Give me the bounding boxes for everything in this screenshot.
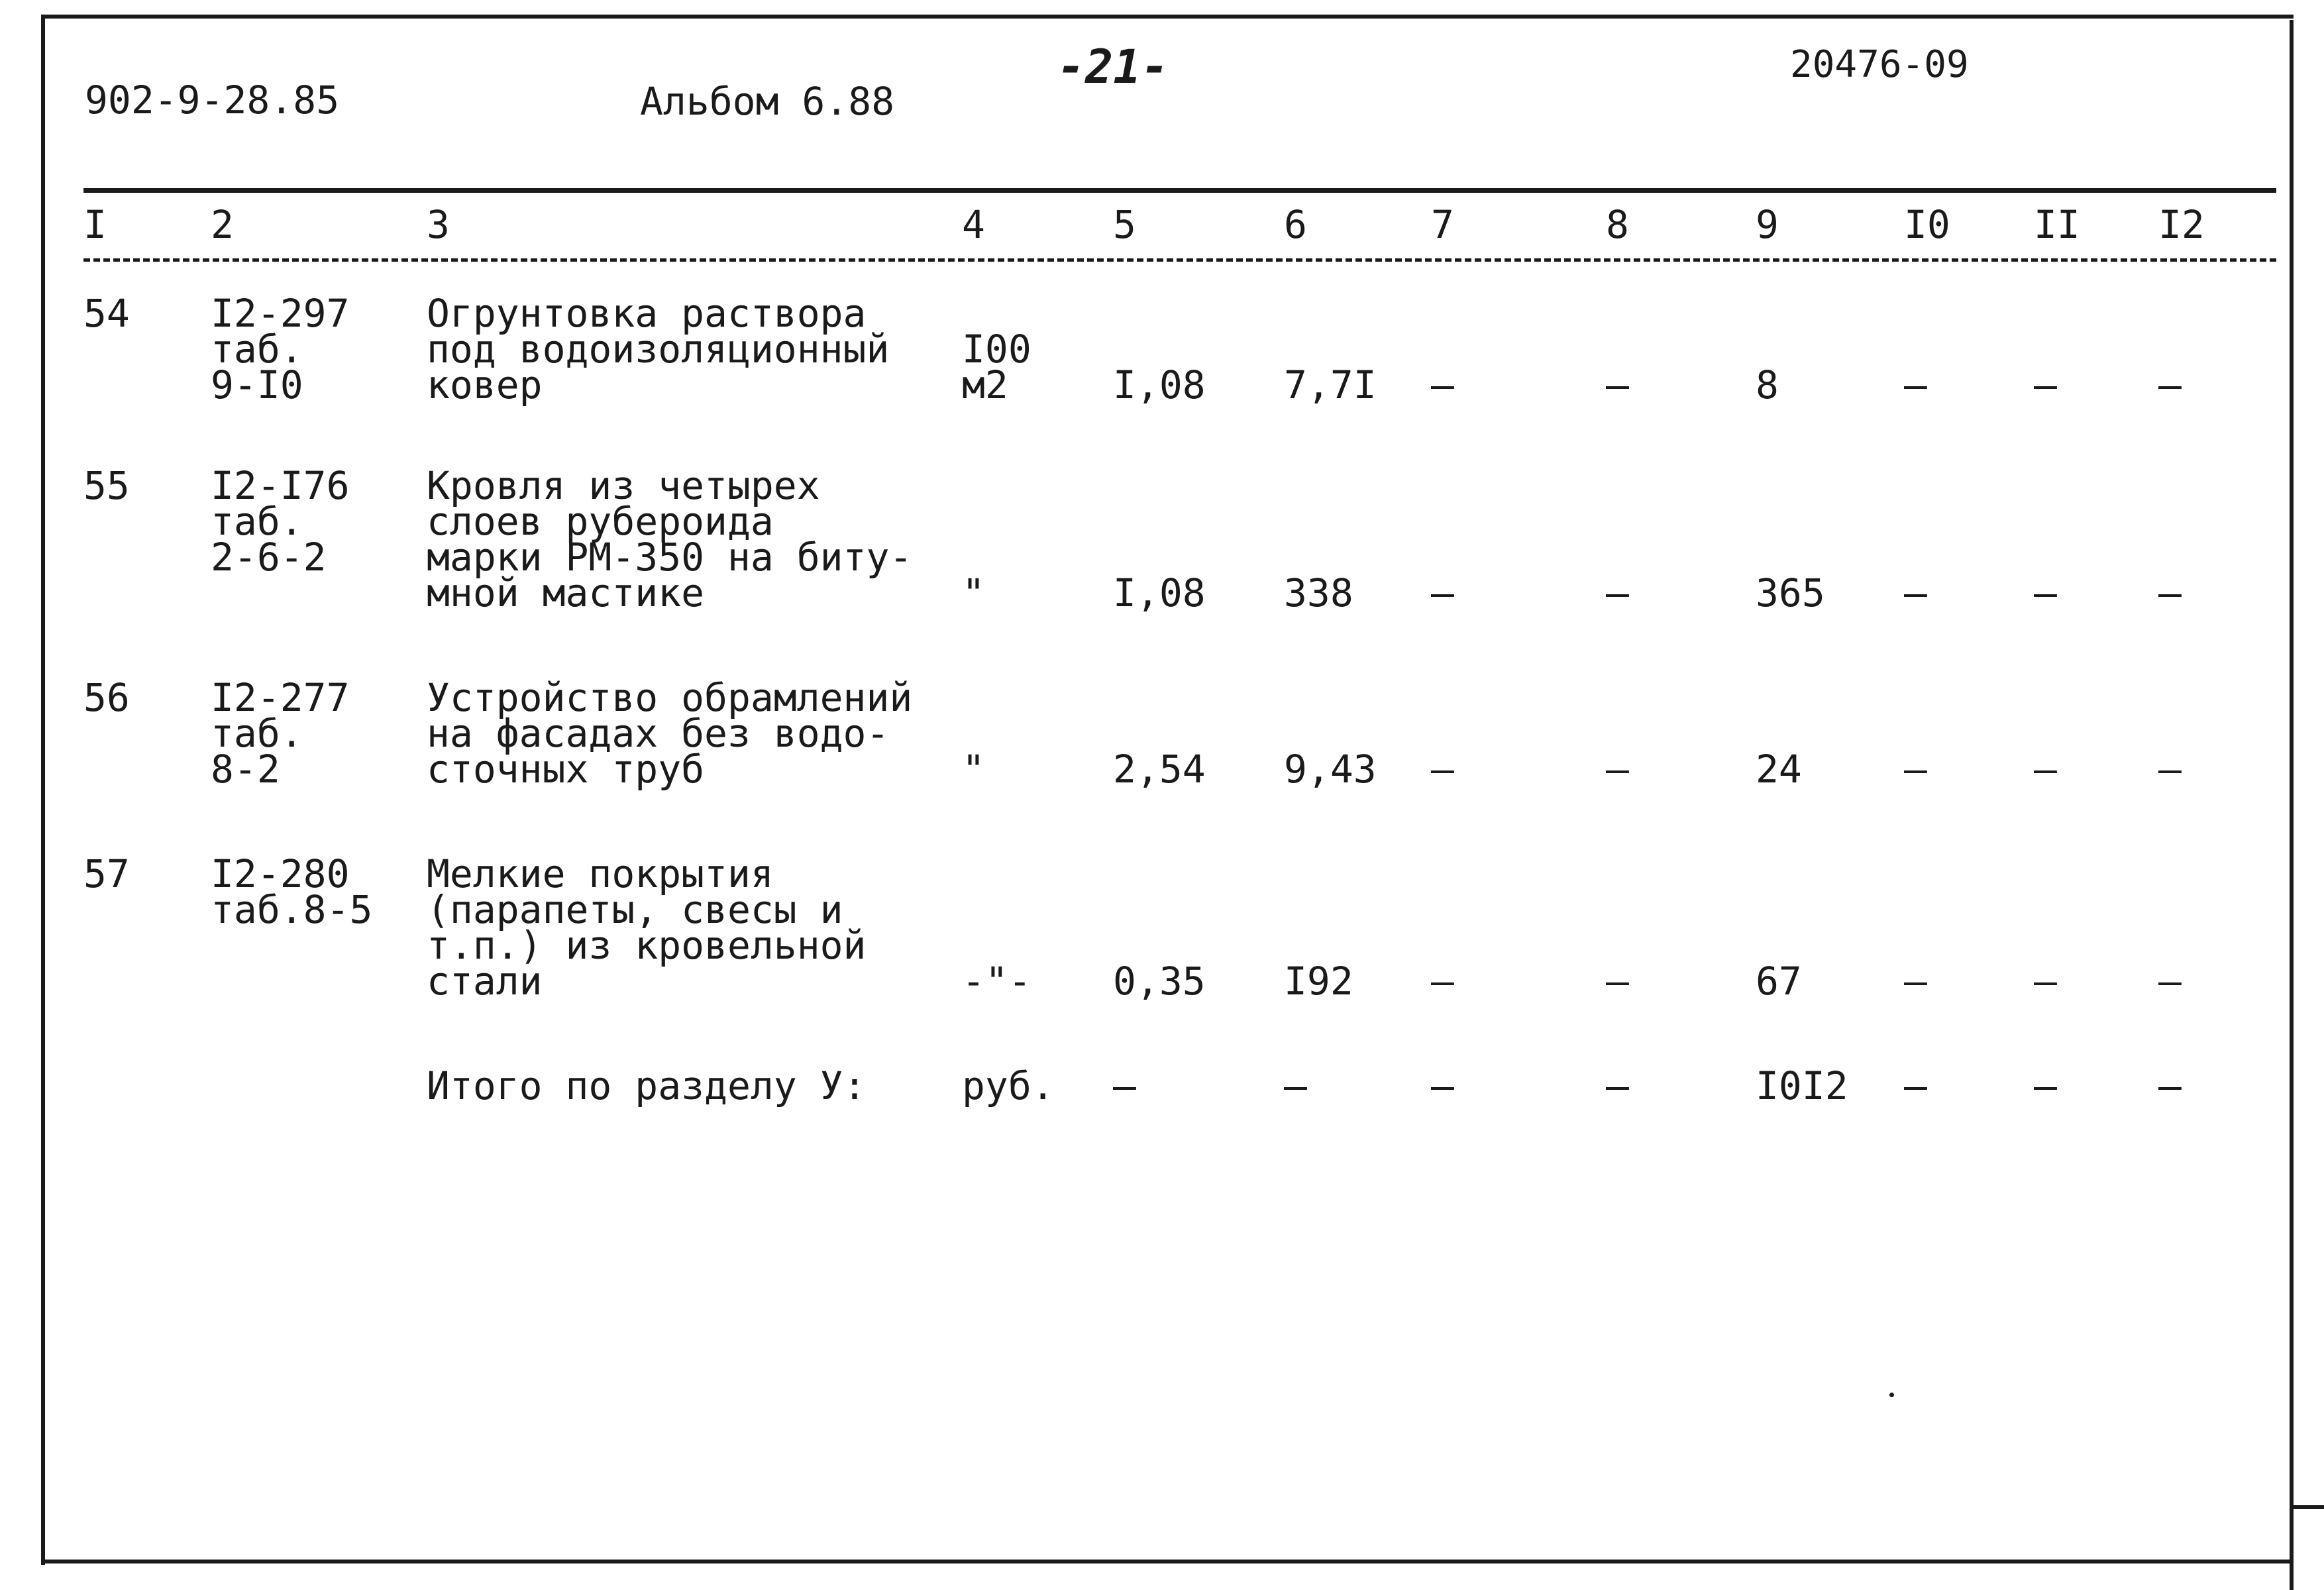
row-col8: – bbox=[1606, 959, 1629, 1004]
summary-price: – bbox=[1284, 1063, 1307, 1108]
summary-quantity: – bbox=[1113, 1063, 1136, 1108]
row-price: 338 bbox=[1284, 570, 1353, 615]
row-total: 24 bbox=[1756, 747, 1802, 792]
row-number: 56 bbox=[83, 675, 130, 720]
row-col11: – bbox=[2034, 959, 2057, 1004]
column-header: 3 bbox=[427, 202, 450, 247]
column-header: 7 bbox=[1431, 202, 1454, 247]
row-col12: – bbox=[2158, 747, 2182, 792]
row-price: 7,7I bbox=[1284, 362, 1377, 407]
row-reference: I2-280 таб.8-5 bbox=[211, 851, 373, 932]
row-total: 67 bbox=[1756, 959, 1802, 1004]
row-col12: – bbox=[2158, 959, 2182, 1004]
frame-left-border bbox=[41, 15, 45, 1565]
row-col10: – bbox=[1904, 747, 1927, 792]
row-col11: – bbox=[2034, 570, 2057, 615]
row-total: 365 bbox=[1756, 570, 1825, 615]
row-reference: I2-I76 таб. 2-6-2 bbox=[211, 463, 350, 580]
row-number: 57 bbox=[83, 851, 130, 896]
row-col8: – bbox=[1606, 362, 1629, 407]
row-col10: – bbox=[1904, 570, 1927, 615]
column-header: 2 bbox=[211, 202, 234, 247]
column-header: II bbox=[2034, 202, 2080, 247]
row-col7: – bbox=[1431, 362, 1454, 407]
row-reference: I2-297 таб. 9-I0 bbox=[211, 291, 350, 407]
page-number: -21- bbox=[1057, 40, 1169, 94]
frame-right-border bbox=[2290, 20, 2294, 1590]
row-description: Устройство обрамлений на фасадах без водо- сточных труб bbox=[427, 675, 913, 792]
row-unit: I00 м2 bbox=[962, 327, 1031, 407]
column-header: I0 bbox=[1904, 202, 1950, 247]
column-header: 6 bbox=[1284, 202, 1307, 247]
frame-bottom-border bbox=[41, 1560, 2294, 1564]
scan-speck bbox=[1889, 1393, 1894, 1397]
row-col8: – bbox=[1606, 747, 1629, 792]
row-number: 55 bbox=[83, 463, 130, 508]
row-col11: – bbox=[2034, 362, 2057, 407]
row-total: 8 bbox=[1756, 362, 1779, 407]
row-unit: " bbox=[962, 570, 985, 615]
row-col12: – bbox=[2158, 570, 2182, 615]
row-col11: – bbox=[2034, 747, 2057, 792]
row-col7: – bbox=[1431, 959, 1454, 1004]
column-header: 8 bbox=[1606, 202, 1629, 247]
column-header: 9 bbox=[1756, 202, 1779, 247]
summary-label: Итого по разделу У: bbox=[427, 1063, 867, 1108]
album-label: Альбом 6.88 bbox=[640, 79, 895, 124]
row-col7: – bbox=[1431, 747, 1454, 792]
row-price: I92 bbox=[1284, 959, 1353, 1004]
summary-col12: – bbox=[2158, 1063, 2182, 1108]
document-code: 902-9-28.85 bbox=[85, 78, 340, 123]
row-col8: – bbox=[1606, 570, 1629, 615]
document-number: 20476-09 bbox=[1790, 43, 1969, 86]
row-price: 9,43 bbox=[1284, 747, 1377, 792]
frame-top-border bbox=[41, 15, 2294, 19]
summary-col8: – bbox=[1606, 1063, 1629, 1108]
summary-unit: руб. bbox=[962, 1063, 1055, 1108]
row-quantity: I,08 bbox=[1113, 362, 1206, 407]
row-quantity: I,08 bbox=[1113, 570, 1206, 615]
row-col10: – bbox=[1904, 959, 1927, 1004]
table-header-top-rule bbox=[83, 188, 2276, 193]
row-quantity: 0,35 bbox=[1113, 959, 1206, 1004]
row-col10: – bbox=[1904, 362, 1927, 407]
row-reference: I2-277 таб. 8-2 bbox=[211, 675, 350, 792]
summary-col7: – bbox=[1431, 1063, 1454, 1108]
row-number: 54 bbox=[83, 291, 130, 336]
column-header: I bbox=[83, 202, 107, 247]
summary-total: I0I2 bbox=[1756, 1063, 1848, 1108]
column-header: 4 bbox=[962, 202, 985, 247]
row-col7: – bbox=[1431, 570, 1454, 615]
margin-tick-mark bbox=[2294, 1505, 2324, 1509]
table-header-bottom-rule bbox=[83, 258, 2276, 262]
summary-col11: – bbox=[2034, 1063, 2057, 1108]
row-description: Кровля из четырех слоев рубероида марки РМ-350 на биту- мной мастике bbox=[427, 463, 913, 615]
row-quantity: 2,54 bbox=[1113, 747, 1206, 792]
row-description: Мелкие покрытия (парапеты, свесы и т.п.) из кровельной стали bbox=[427, 851, 867, 1004]
row-unit: " bbox=[962, 747, 985, 792]
column-header: I2 bbox=[2158, 202, 2205, 247]
row-col12: – bbox=[2158, 362, 2182, 407]
summary-col10: – bbox=[1904, 1063, 1927, 1108]
row-unit: -"- bbox=[962, 959, 1031, 1004]
row-description: Огрунтовка раствора под водоизоляционный ковер bbox=[427, 291, 890, 407]
column-header: 5 bbox=[1113, 202, 1136, 247]
